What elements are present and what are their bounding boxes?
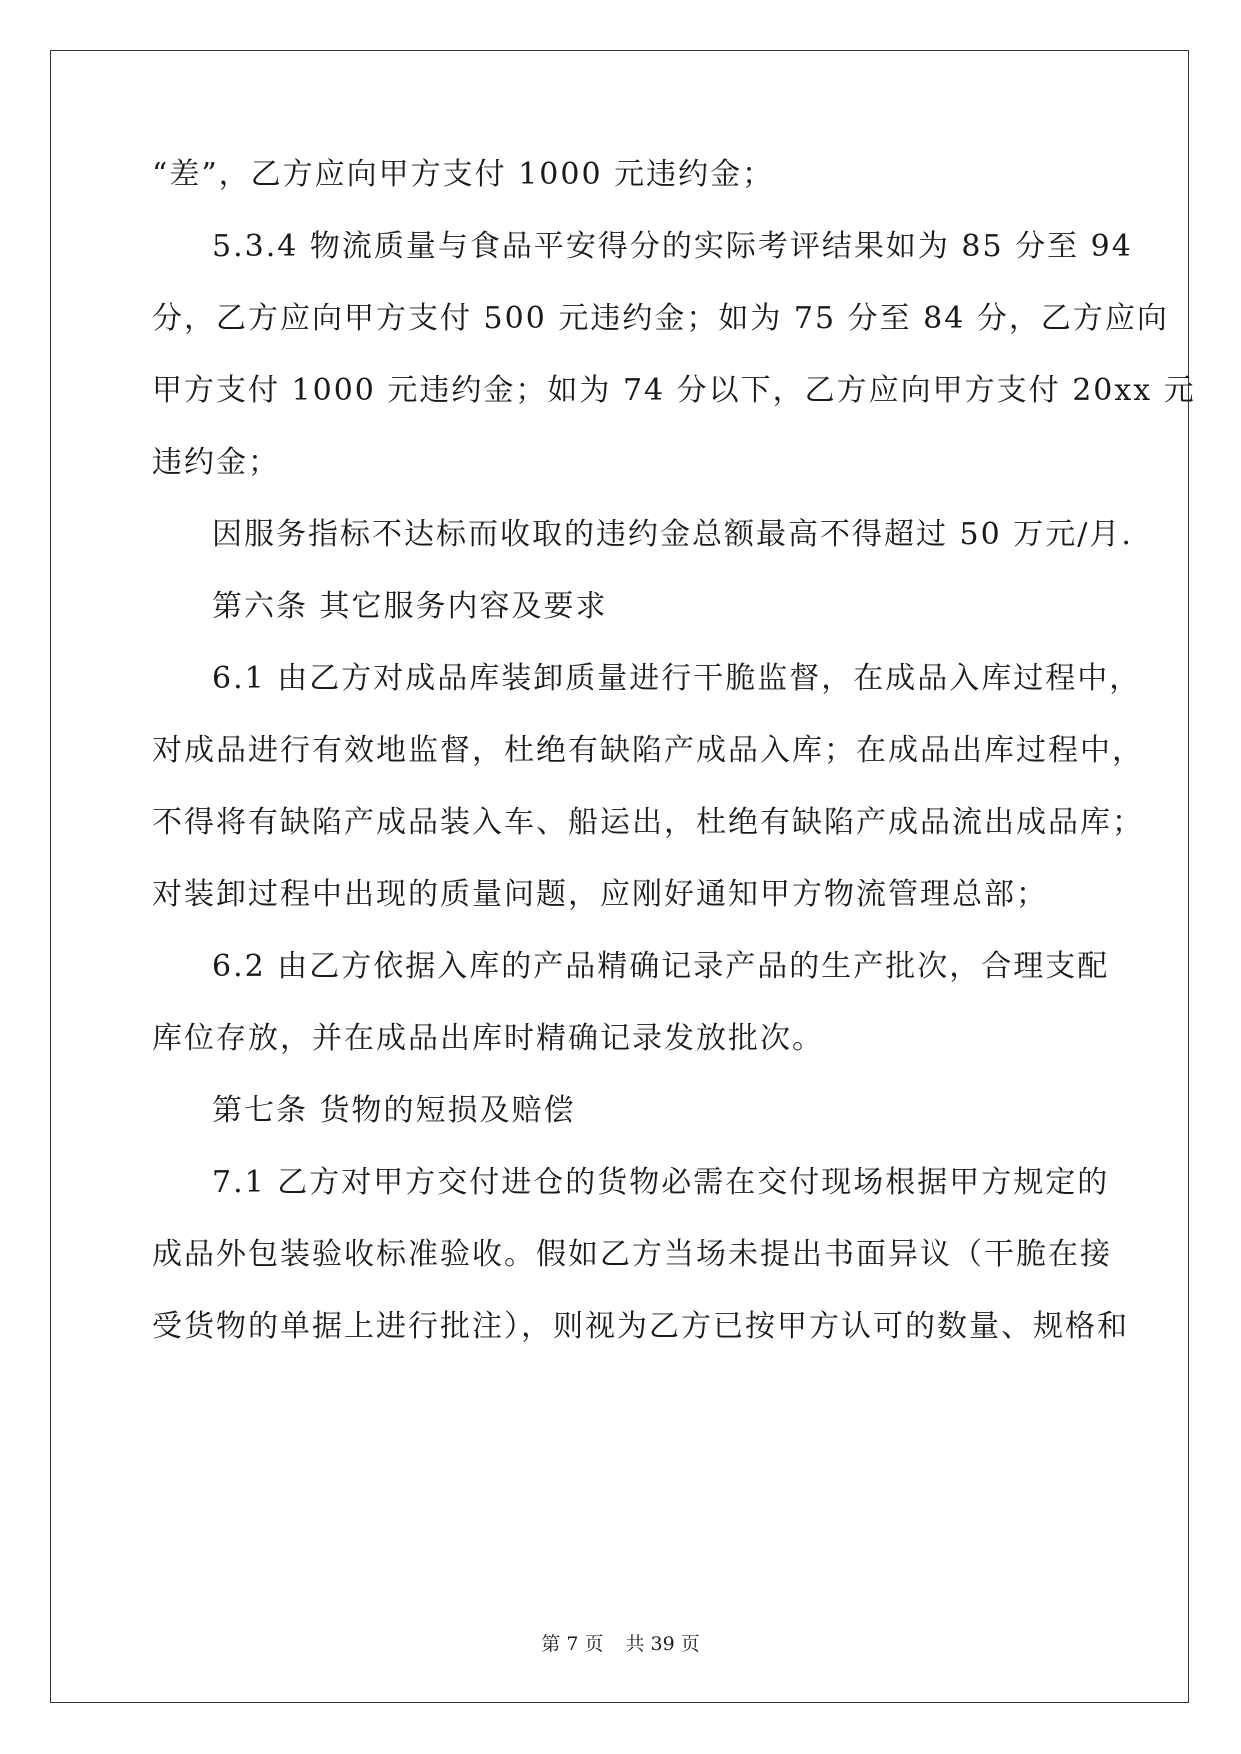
page-number-current: 第 7 页	[541, 1633, 604, 1655]
paragraph-line-2: 5.3.4 物流质量与食品平安得分的实际考评结果如为 85 分至 94	[212, 229, 1133, 264]
paragraph-line-8: 6.1 由乙方对成品库装卸质量进行干脆监督，在成品入库过程中，	[212, 661, 1142, 696]
paragraph-line-10: 不得将有缺陷产成品装入车、船运出，杜绝有缺陷产成品流出成品库；	[152, 805, 1144, 840]
paragraph-line-12: 6.2 由乙方依据入库的产品精确记录产品的生产批次，合理支配	[212, 949, 1110, 984]
paragraph-line-13: 库位存放，并在成品出库时精确记录发放批次。	[152, 1021, 824, 1056]
paragraph-line-6: 因服务指标不达标而收取的违约金总额最高不得超过 50 万元/月.	[212, 517, 1133, 552]
paragraph-line-1: “差”，乙方应向甲方支付 1000 元违约金；	[152, 157, 775, 192]
paragraph-line-4: 甲方支付 1000 元违约金；如为 74 分以下，乙方应向甲方支付 20xx 元	[152, 373, 1196, 408]
paragraph-line-15: 7.1 乙方对甲方交付进仓的货物必需在交付现场根据甲方规定的	[212, 1165, 1110, 1200]
paragraph-line-16: 成品外包装验收标准验收。假如乙方当场未提出书面异议（干脆在接	[152, 1237, 1112, 1272]
page-footer	[0, 1632, 1241, 1656]
page-number-total: 共 39 页	[625, 1633, 700, 1655]
paragraph-line-11: 对装卸过程中出现的质量问题，应刚好通知甲方物流管理总部；	[152, 877, 1048, 912]
paragraph-line-3: 分，乙方应向甲方支付 500 元违约金；如为 75 分至 84 分，乙方应向	[152, 301, 1169, 336]
paragraph-line-17: 受货物的单据上进行批注），则视为乙方已按甲方认可的数量、规格和	[152, 1309, 1129, 1344]
paragraph-line-5: 违约金；	[152, 445, 280, 480]
paragraph-line-9: 对成品进行有效地监督，杜绝有缺陷产成品入库；在成品出库过程中，	[152, 733, 1144, 768]
section-heading-6: 第六条 其它服务内容及要求	[212, 589, 608, 624]
section-heading-7: 第七条 货物的短损及赔偿	[212, 1093, 576, 1128]
